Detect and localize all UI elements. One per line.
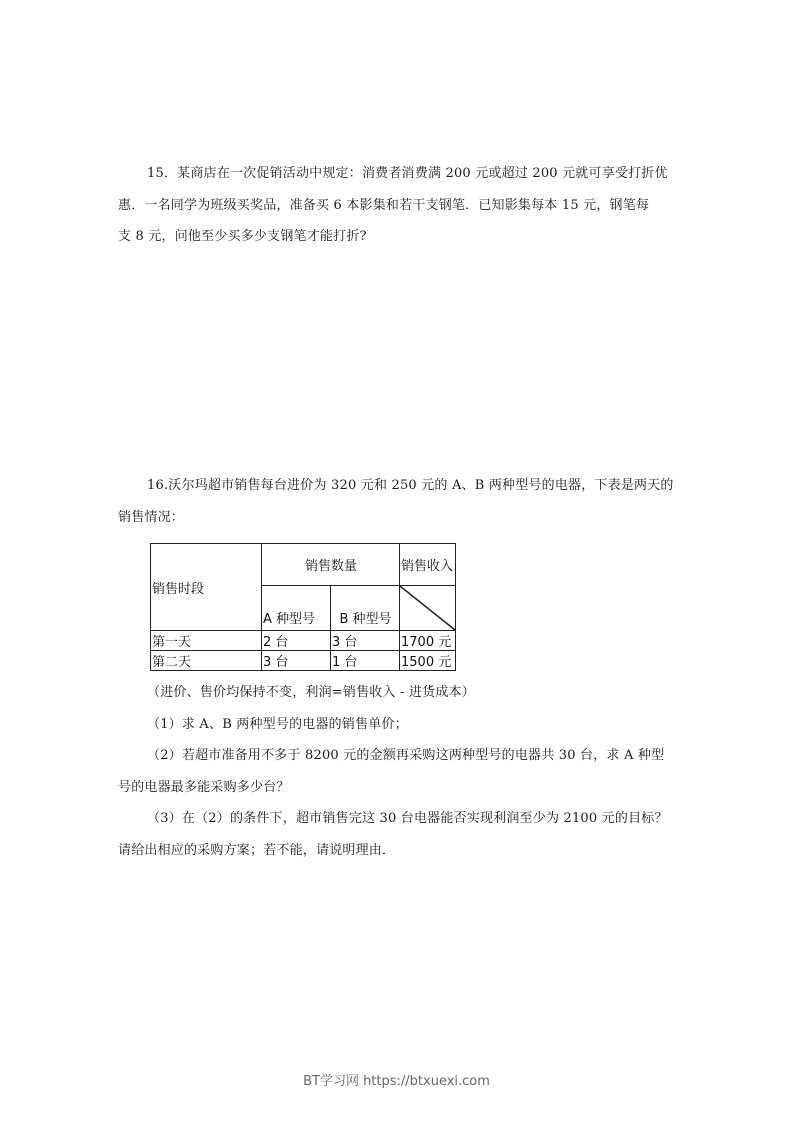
watermark-footer: BT学习网 https://btxuexi.com: [303, 1074, 490, 1089]
table-header-row: [151, 544, 456, 586]
header-quantity: 销售数量: [262, 544, 400, 586]
header-revenue: 销售收入: [400, 544, 456, 586]
part-2-line: （2）若超市准备用不多于 8200 元的金额再采购这两种型号的电器共 30 台，求 A 种型: [147, 748, 665, 763]
header-period: 销售时段: [151, 544, 262, 631]
table-row: [151, 631, 456, 651]
cell-period: 第一天: [151, 631, 262, 651]
part-1: （1）求 A、B 两种型号的电器的销售单价；: [147, 716, 408, 732]
diagonal-line-icon: [400, 586, 455, 630]
question-16-parts: [118, 677, 683, 866]
cell-a: 2 台: [262, 631, 331, 651]
question-15-line: 支 8 元，问他至少买多少支钢笔才能打折?: [118, 229, 367, 244]
question-16-line: 销售情况：: [118, 509, 185, 525]
subheader-type-a: A 种型号: [262, 586, 331, 631]
question-16-line: 16.沃尔玛超市销售每台进价为 320 元和 250 元的 A、B 两种型号的电器，下表是两天的: [147, 478, 674, 493]
part-3-line: （3）在（2）的条件下，超市销售完这 30 台电器能否实现利润至少为 2100 元的目标？: [147, 811, 668, 826]
diagonal-cell: [400, 586, 456, 631]
cell-b: 1 台: [331, 651, 400, 671]
cell-revenue: 1700 元: [400, 631, 456, 651]
question-15-line: 15．某商店在一次促销活动中规定：消费者消费满 200 元或超过 200 元就可享受打折优: [147, 166, 668, 181]
part-3-line: 请给出相应的采购方案；若不能，请说明理由．: [118, 842, 396, 858]
cell-period: 第二天: [151, 651, 262, 671]
part-2-line: 号的电器最多能采购多少台？: [118, 779, 290, 795]
cell-revenue: 1500 元: [400, 651, 456, 671]
question-16-intro: [118, 470, 683, 533]
question-15-line: 惠．一名同学为班级买奖品，准备买 6 本影集和若干支钢笔．已知影集每本 15 元，钢笔每: [118, 197, 650, 213]
question-15: [118, 158, 683, 253]
cell-a: 3 台: [262, 651, 331, 671]
profit-note: （进价、售价均保持不变，利润=销售收入 - 进货成本）: [147, 685, 475, 700]
cell-b: 3 台: [331, 631, 400, 651]
table-row: [151, 651, 456, 671]
subheader-type-b: B 种型号: [331, 586, 400, 631]
sales-table: [150, 543, 456, 671]
